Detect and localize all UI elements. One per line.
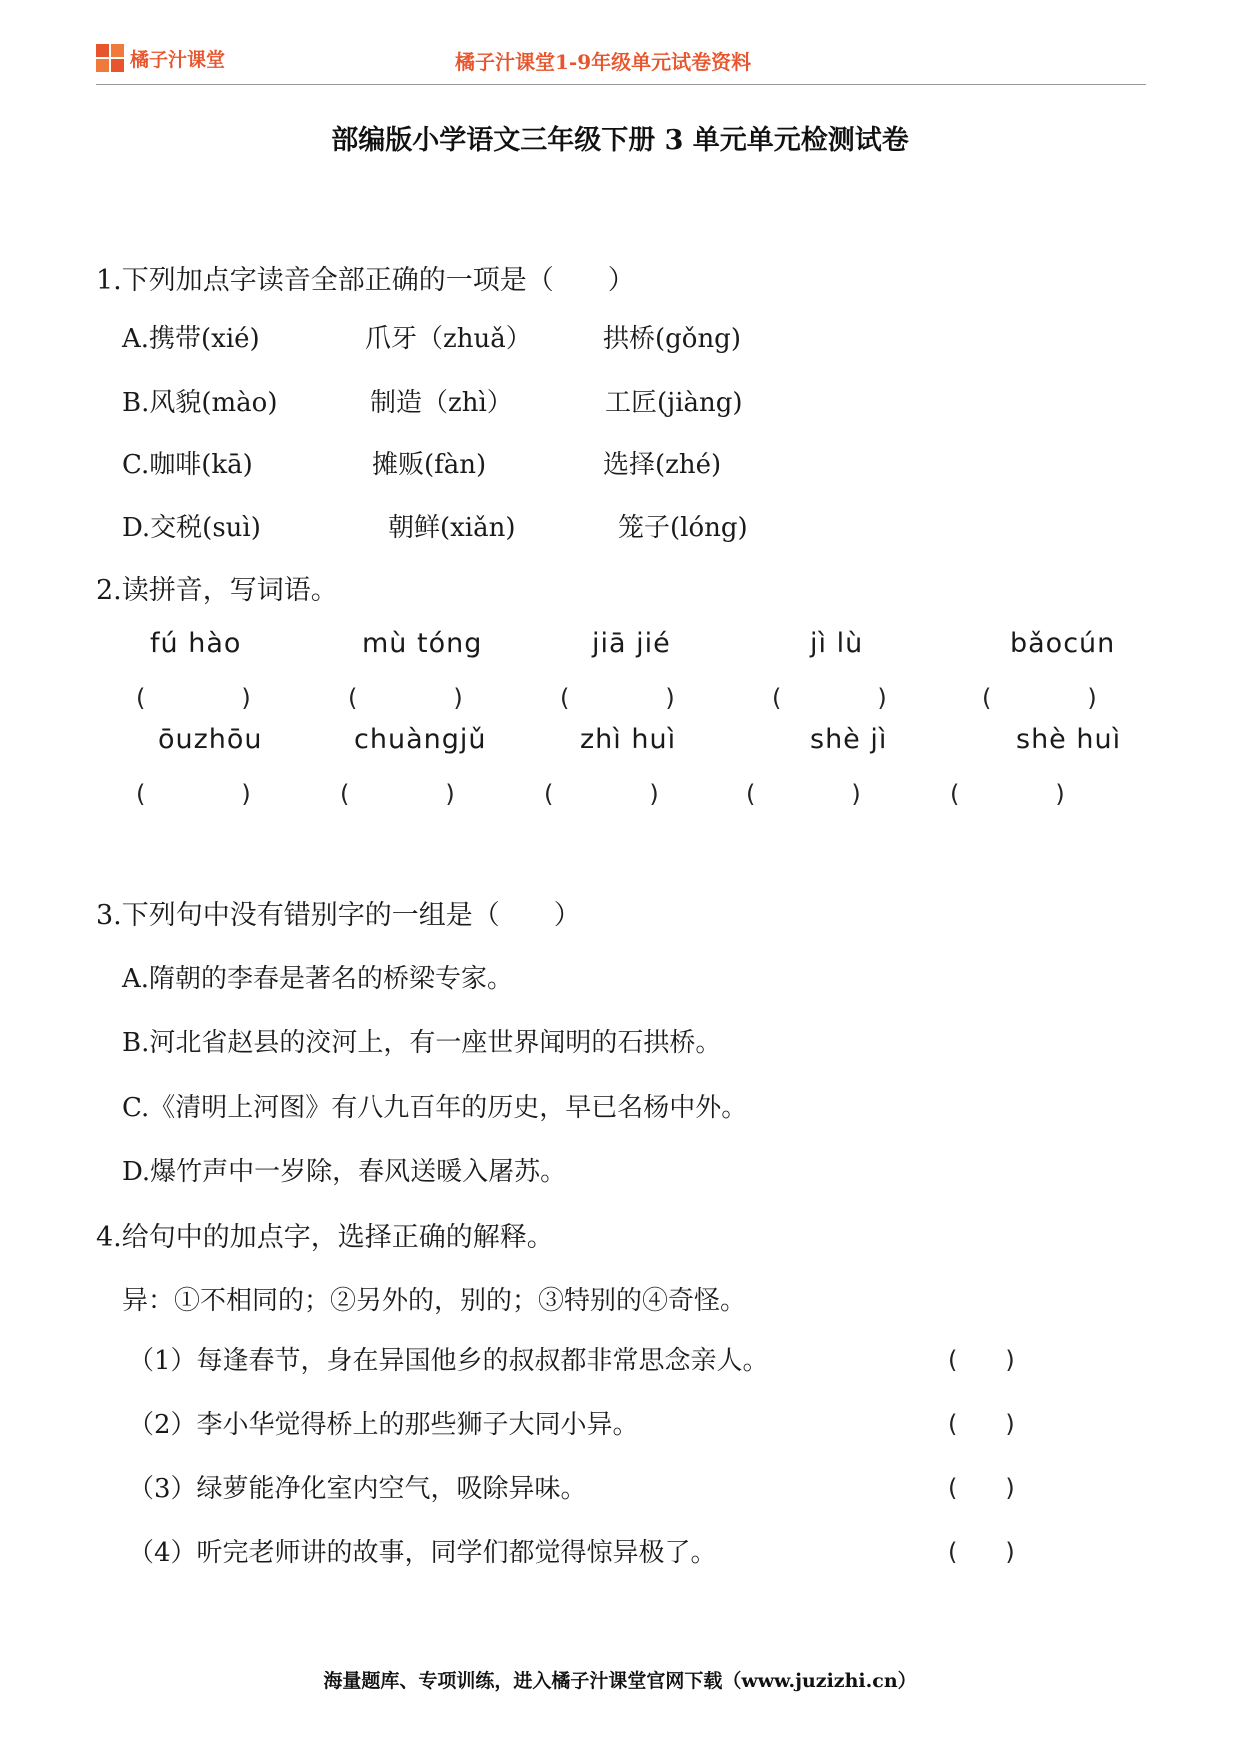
pinyin-prompt: jiā jié — [592, 628, 671, 659]
answer-blank[interactable]: ( ) — [544, 780, 659, 808]
answer-blank[interactable]: ( ) — [948, 1346, 1015, 1374]
question-3-stem: 3.下列句中没有错别字的一组是（ ） — [96, 900, 581, 931]
answer-blank[interactable]: ( ) — [746, 780, 861, 808]
q3-option-c: C.《清明上河图》有八九百年的历史，早已名杨中外。 — [122, 1093, 748, 1123]
answer-blank[interactable]: ( ) — [948, 1410, 1015, 1438]
answer-blank[interactable]: ( ) — [948, 1538, 1015, 1566]
document-title: 部编版小学语文三年级下册 3 单元单元检测试卷 — [331, 125, 909, 156]
answer-blank[interactable]: ( ) — [136, 780, 251, 808]
q1-option: 爪牙（zhuǎ） — [365, 324, 532, 354]
q4-item: （3）绿萝能净化室内空气，吸除异味。 — [128, 1474, 587, 1504]
answer-blank[interactable]: ( ) — [136, 684, 251, 712]
brand-logo — [96, 44, 225, 72]
answer-blank[interactable]: ( ) — [982, 684, 1097, 712]
q3-option-b: B.河北省赵县的洨河上，有一座世界闻明的石拱桥。 — [122, 1028, 722, 1058]
answer-blank[interactable]: ( ) — [560, 684, 675, 712]
q1-option: C.咖啡(kā) — [122, 450, 253, 480]
q1-option: 朝鲜(xiǎn) — [388, 513, 516, 543]
question-2-stem: 2.读拼音，写词语。 — [96, 575, 338, 606]
pinyin-prompt: bǎocún — [1010, 628, 1116, 659]
footer-text: 海量题库、专项训练，进入橘子汁课堂官网下载（www.juzizhi.cn） — [323, 1670, 917, 1692]
answer-blank[interactable]: ( ) — [950, 780, 1065, 808]
q1-option: 工匠(jiàng) — [605, 388, 743, 418]
question-1-stem: 1.下列加点字读音全部正确的一项是（ ） — [96, 265, 635, 296]
q1-option: D.交税(suì) — [122, 513, 261, 543]
answer-blank[interactable]: ( ) — [772, 684, 887, 712]
q4-item: （4）听完老师讲的故事，同学们都觉得惊异极了。 — [128, 1538, 717, 1568]
pinyin-prompt: chuàngjǔ — [354, 724, 487, 755]
pinyin-prompt: zhì huì — [580, 724, 677, 755]
answer-blank[interactable]: ( ) — [948, 1474, 1015, 1502]
logo-icon — [96, 44, 124, 72]
q1-option: B.风貌(mào) — [122, 388, 278, 418]
pinyin-prompt: shè jì — [810, 724, 888, 755]
answer-blank[interactable]: ( ) — [340, 780, 455, 808]
q3-option-a: A.隋朝的李春是著名的桥梁专家。 — [122, 964, 514, 994]
answer-blank[interactable]: ( ) — [348, 684, 463, 712]
q1-option: 制造（zhì） — [370, 388, 513, 418]
q1-option: 选择(zhé) — [603, 450, 722, 480]
q4-item: （2）李小华觉得桥上的那些狮子大同小异。 — [128, 1410, 639, 1440]
header-title: 橘子汁课堂1-9年级单元试卷资料 — [455, 50, 752, 74]
q1-option: 笼子(lóng) — [618, 513, 748, 543]
pinyin-prompt: ōuzhōu — [158, 724, 263, 755]
pinyin-prompt: shè huì — [1016, 724, 1122, 755]
q1-option: 拱桥(gǒng) — [603, 324, 741, 354]
pinyin-prompt: fú hào — [150, 628, 242, 659]
q1-option: 摊贩(fàn) — [372, 450, 487, 480]
q1-option: A.携带(xié) — [122, 324, 260, 354]
q4-definition: 异：①不相同的；②另外的，别的；③特别的④奇怪。 — [122, 1286, 747, 1316]
pinyin-prompt: jì lù — [810, 628, 864, 659]
question-4-stem: 4.给句中的加点字，选择正确的解释。 — [96, 1222, 554, 1253]
q3-option-d: D.爆竹声中一岁除，春风送暖入屠苏。 — [122, 1157, 567, 1187]
q4-item: （1）每逢春节，身在异国他乡的叔叔都非常思念亲人。 — [128, 1346, 769, 1376]
header-divider — [96, 84, 1146, 85]
pinyin-prompt: mù tóng — [362, 628, 483, 659]
logo-text: 橘子汁课堂 — [130, 48, 226, 71]
